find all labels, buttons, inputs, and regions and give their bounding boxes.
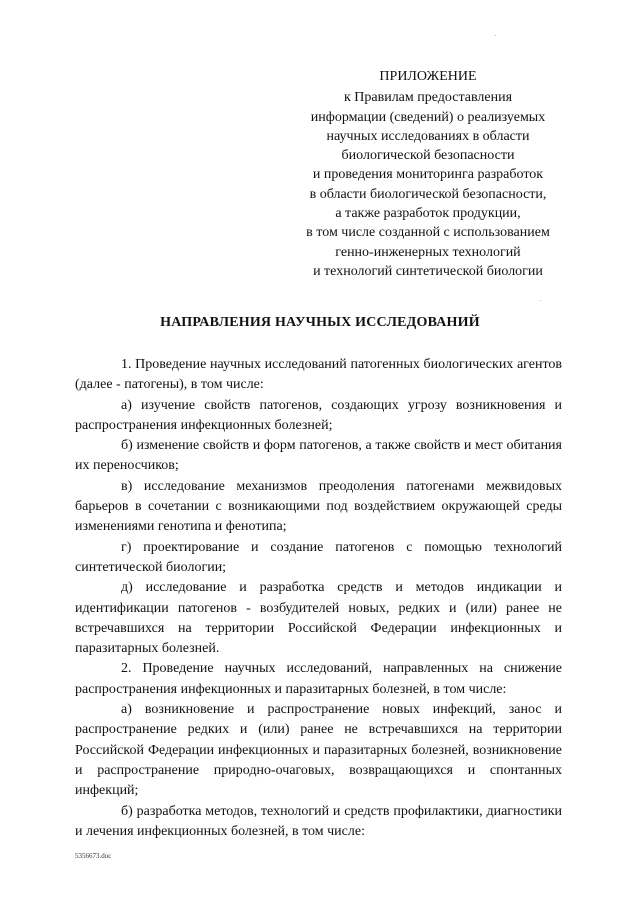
- paragraph: б) разработка методов, технологий и средств профилактики, диагностики и лечения инфекционных болезней, в том числе:: [75, 803, 562, 839]
- appendix-line: а также разработок продукции,: [335, 206, 521, 222]
- paragraph: а) изучение свойств патогенов, создающих угрозу возникновения и распространения инфекционных болезней;: [75, 397, 562, 433]
- appendix-heading: ПРИЛОЖЕНИЕ: [379, 69, 477, 84]
- appendix-line: и технологий синтетической биологии: [313, 263, 543, 279]
- scan-speck: [540, 300, 541, 301]
- paragraph: а) возникновение и распространение новых инфекций, занос и распространение редких и (или) ранее не встречавшихся на территории Российской Федерации инфекционных и паразитарных болезней, возникновение и распространение природно-очаговых, возвращающихся и спонтанных инфекций;: [75, 702, 562, 799]
- paragraph: в) исследование механизмов преодоления патогенами межвидовых барьеров в сочетании с возникающими под воздействием окружающей среды изменениями генотипа и фенотипа;: [75, 478, 562, 535]
- footer-filename: 5356673.doc: [75, 852, 112, 860]
- appendix-line: в области биологической безопасности,: [309, 186, 547, 202]
- paragraph: 2. Проведение научных исследований, направленных на снижение распространения инфекционных и паразитарных болезней, в том числе:: [75, 661, 562, 697]
- appendix-line: в том числе созданной с использованием: [306, 225, 550, 241]
- appendix-line: информации (сведений) о реализуемых: [310, 109, 546, 125]
- scan-speck: [495, 35, 496, 36]
- paragraph: б) изменение свойств и форм патогенов, а также свойств и мест обитания их переносчиков;: [75, 438, 562, 474]
- appendix-line: генно-инженерных технологий: [335, 244, 521, 260]
- appendix-block: [283, 67, 573, 281]
- appendix-line: и проведения мониторинга разработок: [312, 167, 544, 183]
- paragraph: г) проектирование и создание патогенов с помощью технологий синтетической биологии;: [75, 539, 562, 575]
- document-title: НАПРАВЛЕНИЯ НАУЧНЫХ ИССЛЕДОВАНИЙ: [160, 315, 480, 330]
- paragraph: 1. Проведение научных исследований патогенных биологических агентов (далее - патогены), в том числе:: [75, 357, 562, 393]
- document-body: [75, 355, 562, 842]
- appendix-line: научных исследованиях в области: [326, 128, 530, 144]
- appendix-line: биологической безопасности: [341, 148, 515, 164]
- paragraph: д) исследование и разработка средств и методов индикации и идентификации патогенов - возбудителей новых, редких и (или) ранее не встречавшихся на территории Российской Федерации инфекционных и паразитарных болезней.: [75, 580, 562, 657]
- appendix-line: к Правилам предоставления: [343, 90, 513, 106]
